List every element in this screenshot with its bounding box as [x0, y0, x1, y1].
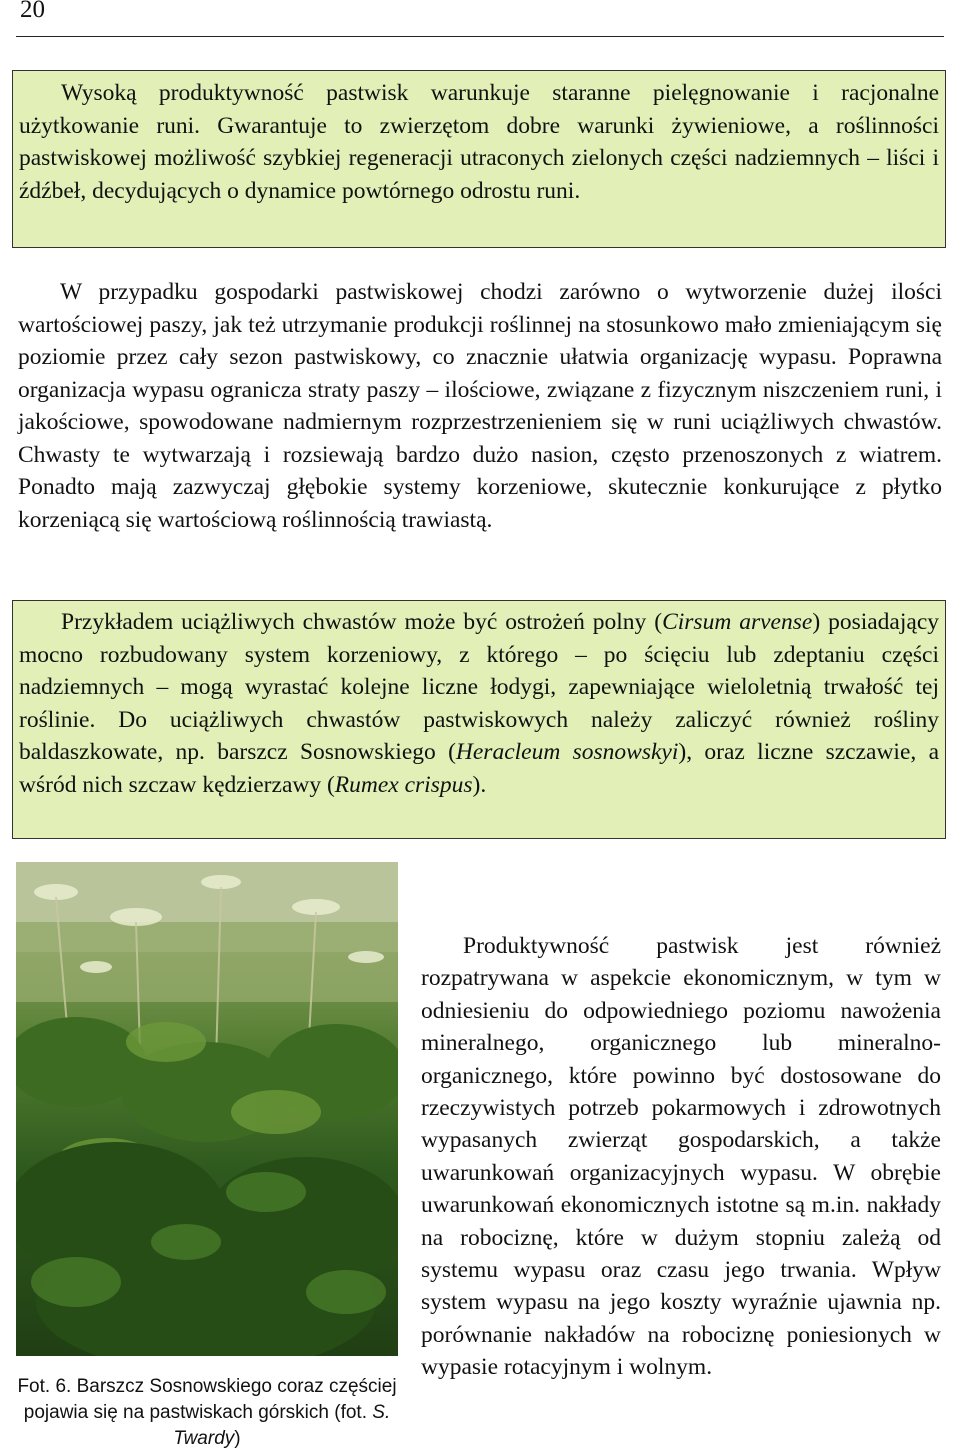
weeds-text-1: Przykładem uciążliwych chwastów może być ostrożeń polny ( [61, 609, 663, 635]
body-text [18, 276, 942, 536]
economics-paragraph: Produktywność pastwisk jest również rozpatrywana w aspekcie ekonomicznym, w tym w odniesieniu do odpowiedniego poziomu nawożenia mineralnego, organicznego lub mineralno-organicznego, które powinno być dostosowane do rzeczywistych potrzeb pokarmowych i zdrowotnych wypasanych zwierząt gospodarskich, a także uwarunkowań organizacyjnych wypasu. W obrębie uwarunkowań ekonomicznych istotne są m.in. nakłady na robociznę, które w dużym stopniu zależą od systemu wypasu oraz czasu jego trwania. Wpływ system wypasu na jego koszty wyraźnie ujawnia np. porównanie nakładów na robociznę poniesionych w wypasie rotacyjnym i wolnym. [421, 933, 941, 1381]
weeds-text-2: ) posiadający mocno rozbudowany system korzeniowy, z którego – po ścięciu lub zdeptaniu części nadziemnych – mogą wyrastać kolejne liczne łodygi, zapewniające wieloletnią trwałość tej roślinie. Do uciążliwych chwastów pastwiskowych należy zaliczyć również rośliny baldaszkowate, np. barszcz Sosnowskiego ( [19, 609, 939, 765]
header-rule [16, 36, 944, 37]
weeds-text-3: ), oraz liczne szczawie, a wśród nich szczaw kędzierzawy ( [19, 739, 939, 798]
pasture-management-paragraph: W przypadku gospodarki pastwiskowej chodzi zarówno o wytworzenie dużej ilości wartościowej paszy, jak też utrzymanie produkcji roślinnej na stosunkowo mało zmieniającym się poziomie przez cały sezon pastwiskowy, co znacznie ułatwia organizację wypasu. Poprawna organizacja wypasu ogranicza straty paszy – ilościowe, związane z fizycznym niszczeniem runi, i jakościowe, spowodowane nadmiernym rozprzestrzenieniem się w runi uciążliwych chwastów. Chwasty te wytwarzają i rozsiewają bardzo dużo nasion, często przenoszonych z wiatrem. Ponadto mają zazwyczaj głębokie systemy korzeniowe, skutecznie konkurujące z płytko korzeniącą się wartościową roślinnością trawiastą. [18, 279, 942, 533]
latin-name-rumex: Rumex crispus [334, 771, 473, 798]
photo-caption [16, 1374, 398, 1452]
caption-author: S. Twardy [173, 1402, 391, 1449]
intro-paragraph: Wysoką produktywność pastwisk warunkuje staranne pielęgnowanie i racjonalne użytkowanie runi. Gwarantuje to zwierzętom dobre warunki żywieniowe, a roślinności pastwiskowej możliwość szybkiej regeneracji utraconych zielonych części nadziemnych – liści i źdźbeł, decydujących o dynamice powtórnego odrostu runi. [19, 80, 939, 204]
right-column [421, 930, 941, 1384]
caption-text: Fot. 6. Barszcz Sosnowskiego coraz częściej pojawia się na pastwiskach górskich (fot. [17, 1376, 397, 1423]
highlight-box-intro [12, 70, 946, 248]
hogweed-photo [16, 862, 398, 1356]
latin-name-heracleum: Heracleum sosnowskyi [455, 739, 679, 765]
weeds-text-4: ). [472, 771, 487, 798]
weeds-paragraph [19, 606, 939, 801]
caption-end: ) [234, 1428, 241, 1449]
highlight-box-weeds [12, 600, 946, 839]
page-number: 20 [20, 0, 45, 23]
latin-name-cirsium: Cirsum arvense [662, 609, 813, 635]
